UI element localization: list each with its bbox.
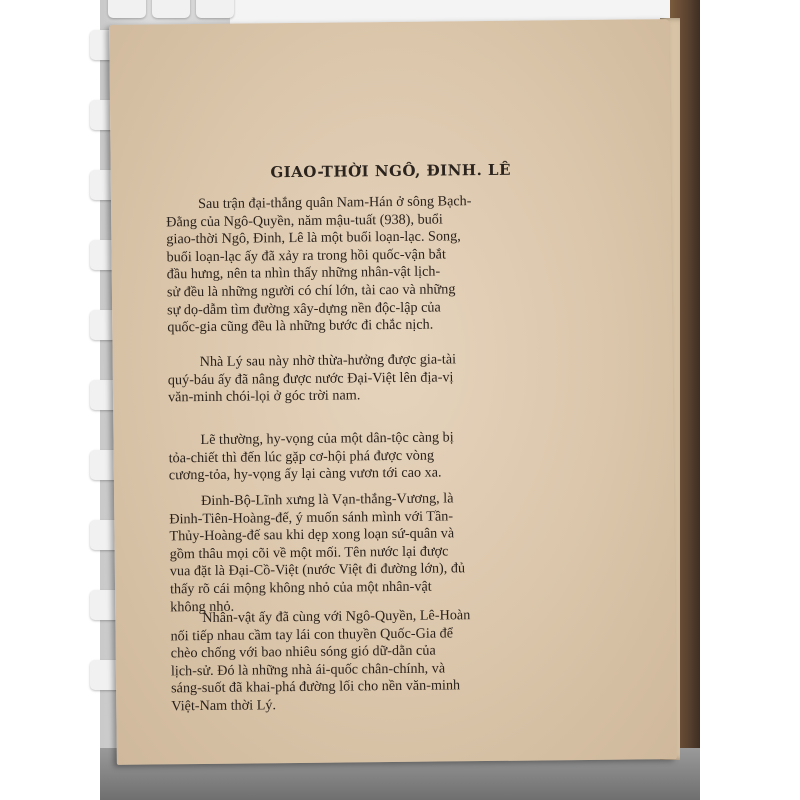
text-line: giao-thời Ngô, Đinh, Lê là một buổi loạn-lạc. Song, — [166, 228, 461, 248]
paragraph-4 — [169, 489, 620, 617]
text-line: sự dọ-dẫm tìm đường xây-dựng nền độc-lập của — [167, 299, 441, 318]
text-line: vua đặt là Đại-Cồ-Việt (nước Việt đi đường lớn), đủ — [169, 560, 466, 580]
text-line: cương-tỏa, hy-vọng ấy lại càng vươn tới cao xa. — [168, 464, 442, 484]
text-line: Nhà Lý sau này nhờ thừa-hưởng được gia-tài — [199, 351, 457, 371]
text-line: Việt-Nam thời Lý. — [171, 697, 277, 715]
text-line: văn-minh chói-lọi ở góc trời nam. — [167, 387, 361, 406]
text-line: đầu hưng, nên ta nhìn thấy những nhân-vật lịch- — [166, 263, 441, 283]
keyboard-key — [108, 0, 146, 18]
text-line: Nhân-vật ấy đã cùng với Ngô-Quyền, Lê-Hoàn — [202, 607, 471, 627]
text-line: buổi loạn-lạc ấy đã xảy ra trong hồi quốc-vận bắt — [166, 246, 446, 266]
text-line: Đinh-Tiên-Hoàng-đế, ý muốn sánh mình với Tần- — [169, 507, 454, 527]
paragraph-3 — [168, 428, 619, 485]
book-page — [109, 19, 677, 765]
paragraph-5 — [170, 606, 621, 716]
text-line: gồm thâu mọi cõi về một mối. Tên nước lại được — [169, 543, 449, 563]
text-line: sáng-suốt đã khai-phá đường lối cho nền văn-minh — [171, 677, 461, 697]
text-line: thấy rõ cái mộng không nhỏ của một nhân-vật — [169, 578, 432, 598]
keyboard-key — [196, 0, 234, 18]
text-line: Đằng của Ngô-Quyền, năm mậu-tuất (938), buổi — [166, 211, 443, 230]
text-line: không nhỏ. — [170, 598, 235, 615]
paragraph-1 — [166, 192, 617, 337]
text-line: nối tiếp nhau cầm tay lái con thuyền Quốc-Gia để — [170, 624, 454, 644]
photo-margin-right — [700, 0, 800, 800]
photo-margin-left — [0, 0, 100, 800]
text-line: sử đều là những người có chí lớn, tài cao và những — [166, 281, 456, 301]
text-line: Lẽ thường, hy-vọng của một dân-tộc càng bị — [200, 429, 454, 449]
text-line: quốc-gia cũng đều là những bước đi chắc nịch. — [167, 316, 434, 336]
page-title: GIAO-THỜI NGÔ, ĐINH. LÊ — [270, 160, 512, 182]
text-line: Đinh-Bộ-Lĩnh xưng là Vạn-thắng-Vương, là — [201, 490, 454, 510]
text-line: Thủy-Hoàng-đế sau khi dẹp xong loạn sứ-quân và — [169, 525, 455, 545]
paragraph-2 — [168, 350, 619, 407]
text-line: Sau trận đại-thắng quân Nam-Hán ở sông Bạch- — [197, 193, 472, 213]
keyboard-key — [152, 0, 190, 18]
text-line: chèo chống với bao nhiêu sóng gió dữ-dằn của — [170, 642, 436, 662]
text-line: quý-báu ấy đã nâng được nước Đại-Việt lên địa-vị — [167, 368, 454, 388]
text-line: tỏa-chiết thì đến lúc gặp cơ-hội phá được vòng — [168, 447, 435, 466]
text-line: lịch-sử. Đó là những nhà ái-quốc chân-chính, và — [170, 660, 446, 680]
